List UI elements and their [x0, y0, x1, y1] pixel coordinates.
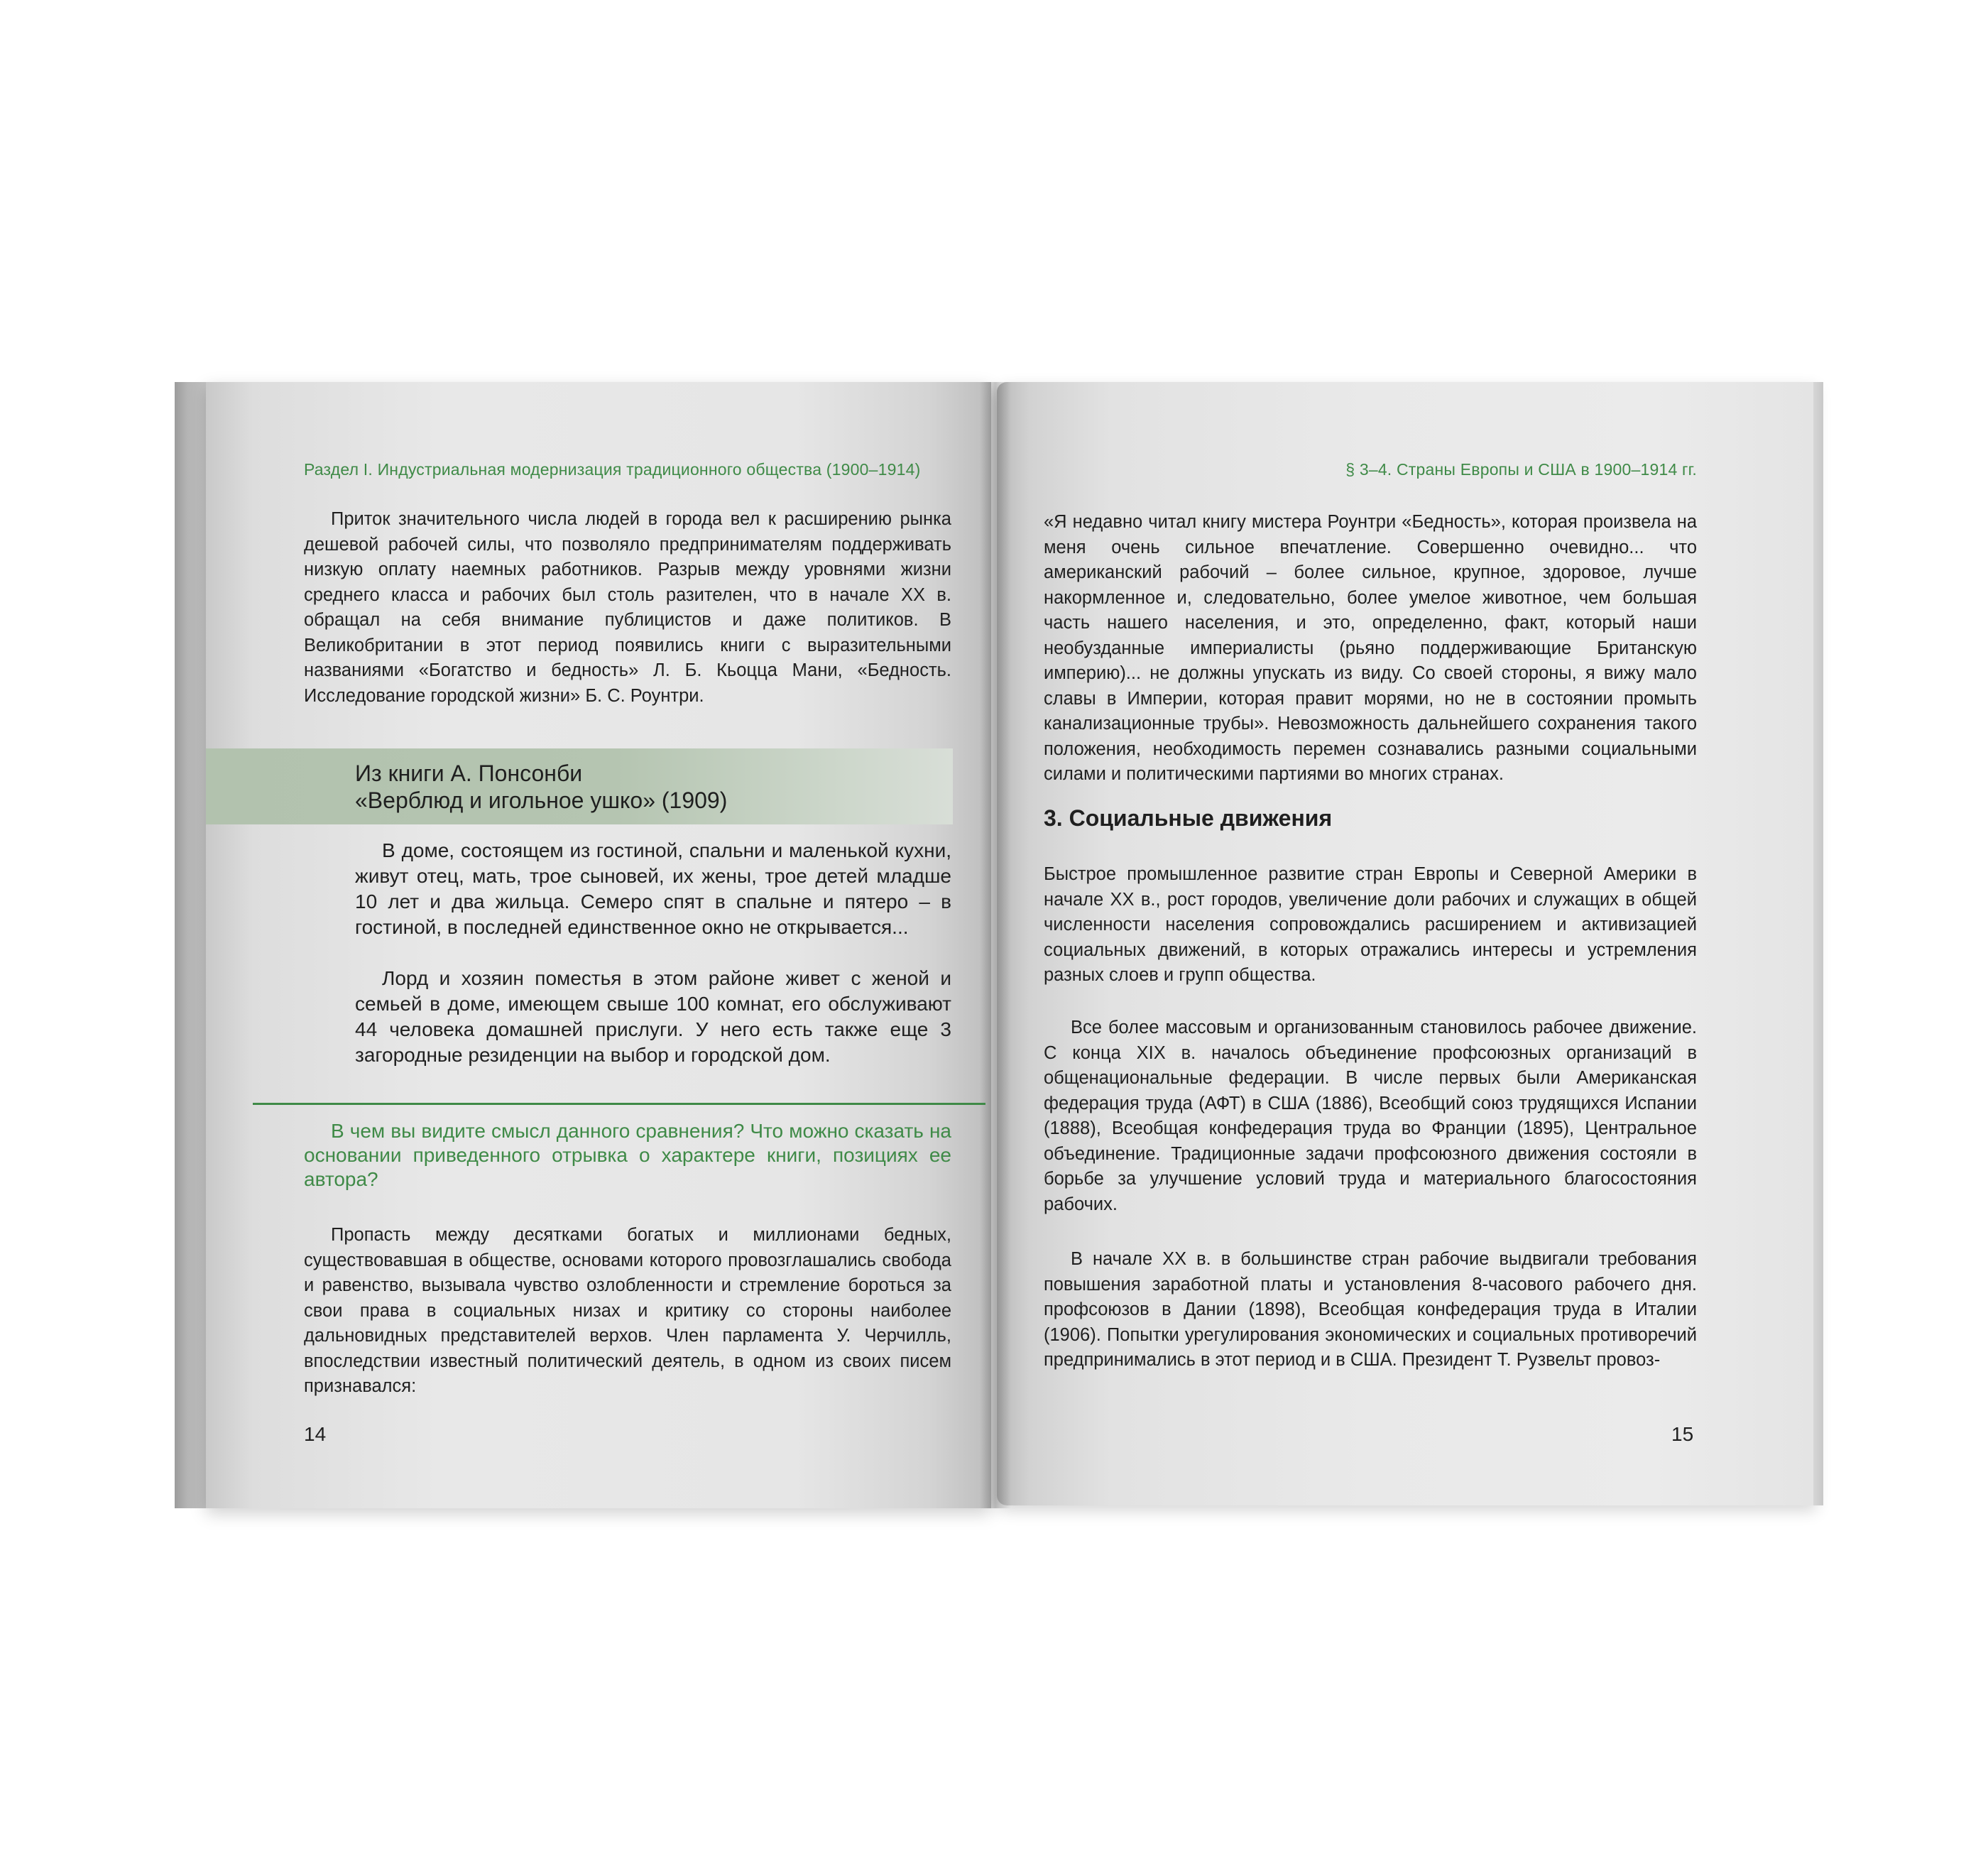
churchill-quote-paragraph: «Я недавно читал книгу мистера Роунтри «Бедность», которая произвела на меня очень сильное впечатление. Совершенно очевидно... что американский рабочий – более сильное, крупное, здоровое, лучше накормленное и, следовательно, более умелое животное, чем большая часть нашего населения, и это, определенно, факт, который наши необузданные империалисты (рьяно поддерживающие Британскую империю)... не должны упускать из виду. Со своей стороны, я вижу мало славы в Империи, которая правит морями, но не в состоянии промыть канализационные трубы». Невозможность дальнейшего сохранения такого положения, необходимость перемен сознавались разными социальными силами и политическими партиями во многих странах. — [1044, 512, 1697, 784]
right-page-running-header: § 3–4. Страны Европы и США в 1900–1914 гг. — [1345, 460, 1697, 479]
source-title — [355, 760, 923, 814]
social-movements-paragraph-2: Все более массовым и организованным становилось рабочее движение. С конца XIX в. началось объединение профсоюзных организаций в общенациональные федерации. В числе первых были Американская федерация труда (АФТ) в США (1886), Всеобщий союз трудящихся Испании (1888), Всеобщая конфедерация труда во Франции (1895), Центральное объединение. Традиционные задачи профсоюзного движения состояли в борьбе за улучшение условий труда и материального благосостояния рабочих. — [1044, 1018, 1697, 1214]
closing-paragraph: Пропасть между десятками богатых и миллионами бедных, существовавшая в обществе, основами которого провозглашались свобода и равенство, вызывала чувство озлобленности и стремление бороться за свои права в социальных низах и критику со стороны наиболее дальновидных представителей верхов. Член парламента У. Черчилль, впоследствии известный политический деятель, в одном из своих писем признавался: — [304, 1225, 951, 1396]
social-movements-paragraph-1: Быстрое промышленное развитие стран Европы и Северной Америки в начале XX в., рост городов, увеличение доли рабочих и служащих в общей численности населения сопровождались расширением и активизацией социальных движений, в которых отражались интересы и устремления разных слоев и групп общества. — [1044, 864, 1697, 985]
section-heading: 3. Социальные движения — [1044, 805, 1333, 831]
book-spine — [980, 382, 1011, 1508]
question-text: В чем вы видите смысл данного сравнения? Что можно сказать на основании приведенного отрывка о характере книги, позициях ее автора? — [304, 1120, 951, 1190]
intro-paragraph: Приток значительного числа людей в города вел к расширению рынка дешевой рабочей силы, что позволяло предпринимателям поддерживать низкую оплату наемных работников. Разрыв между уровнями жизни среднего класса и рабочих был столь разителен, что в начале XX в. обращал на себя внимание публицистов и даже политиков. В Великобритании в этот период появились книги с выразительными названиями «Богатство и бедность» Л. Б. Кьоцца Мани, «Бедность. Исследование городской жизни» Б. С. Роунтри. — [304, 509, 951, 706]
book-cover-edge-left — [175, 382, 206, 1508]
question-divider — [253, 1103, 985, 1105]
page-number-left: 14 — [304, 1423, 327, 1445]
source-title-author: Из книги А. Понсонби — [355, 761, 583, 786]
social-movements-paragraph-3: В начале XX в. в большинстве стран рабочие выдвигали требования повышения заработной платы и установления 8-часового рабочего дня. профсоюзов в Дании (1898), Всеобщая конфедерация труда в Италии (1906). Попытки урегулирования экономических и социальных противоречий предпринимались в этот период и в США. Президент Т. Рузвельт провоз- — [1044, 1249, 1697, 1370]
source-quote-paragraph-1: В доме, состоящем из гостиной, спальни и маленькой кухни, живут отец, мать, трое сыновей, их жены, трое детей младше 10 лет и два жильца. Семеро спят в спальне и пятеро – в гостиной, в последней единственное окно не открывается... — [355, 839, 951, 938]
source-quote-paragraph-2: Лорд и хозяин поместья в этом районе живет с женой и семьей в доме, имеющем свыше 100 комнат, его обслуживают 44 человека домашней прислуги. У него есть также еще 3 загородные резиденции на выбор и городской дом. — [355, 967, 951, 1066]
book-cover-edge-right — [1813, 382, 1823, 1505]
left-page-running-header: Раздел I. Индустриальная модернизация традиционного общества (1900–1914) — [304, 460, 921, 479]
source-title-book: «Верблюд и игольное ушко» (1909) — [355, 788, 728, 813]
page-number-right: 15 — [1671, 1423, 1694, 1445]
